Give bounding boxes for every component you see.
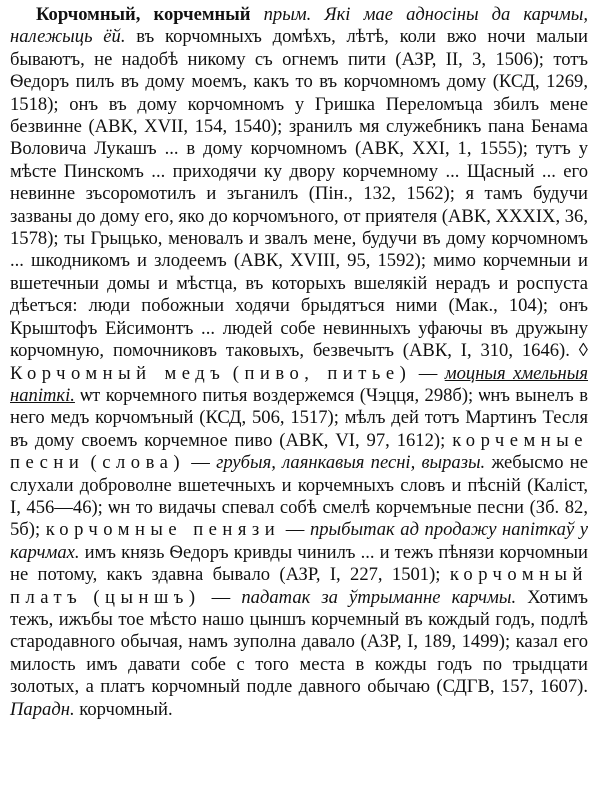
subentry-term-1: Корчомный медъ <box>10 362 226 384</box>
subentry-gloss-3: прыбытак ад продажу напіткаў у карчмах. <box>10 519 589 563</box>
paradigm-label: Парадн. <box>10 698 75 720</box>
citations-5: Хотимъ тежъ, ижъбы тое мѣсто нашо цыншъ корчемный въ кождый годъ, подлѣ стародавного обычая, намъ зуполна давало (АЗР, I, 189, 1499); казал его милость имъ давати собе с того места в кожды годъ по трыдцати золотых, а платъ корчомный подле давного обычаю (СДГВ, 157, 1607). <box>10 586 589 698</box>
definition: Які мае адносіны да карчмы, належыць ёй. <box>10 4 588 48</box>
dictionary-entry: Корчомный, корчемный прым. Які мае адносіны да карчмы, належыць ёй. въ корчомныхъ домѣхъ, лѣтѣ, коли вжо ночи малыи бываютъ, не надобѣ никому съ огнемъ пити (АЗР, II, 3, 1506); тотъ Ѳедоръ пилъ въ дому моемъ, какъ то въ корчомномъ дому (КСД, 1269, 1518); онъ въ дому корчомномъ у Гришка Переломъца збилъ мене безвинне (АВК, XVII, 154, 1540); зранилъ мя служебникъ пана Бенама Воловича Лукашъ ... в дому корчомномъ (АВК, XXI, 1, 1555); тутъ у мѣсте Пинскомъ ... приходячи ку двору корчемному ... Щасный ... его невинне зъсоромотилъ и зъганилъ (Пін., 132, 1562); я тамъ будучи зазваны до дому его, яко до корчомъного, от приятеля (АВК, XXXIX, 36, 1578); ты Грыцько, меновалъ и звалъ мене, будучи въ дому корчомномъ ... шкодникомъ и злодеемъ (АВК, XVIII, 95, 1592); мимо корчемныи и вшетечныи домы и мѣстца, въ которыхъ вшелякій нерадъ и роспуста дѣетъся: люди побожныи ходячи брыдятъся ними (Мак., 104); онъ Крыштофъ Ейсимонтъ ... людей собе невинныхъ уфаючы въ дружыну корчомную, помочниковъ таковыхъ, безвечытъ (АВК, I, 310, 1646). ◊ Корчомный медъ (пиво, питье) — мoцныя хмельныя напіткі. ѡт корчемного питья воздержемся (Чэцця, 298б); ѡнъ вынелъ в него медъ корчомъный (КСД, 506, 1517); мѣлъ дей тотъ Мартинъ Тесля въ дому своемъ корчемное пиво (АВК, VI, 97, 1612); корчемные песни (слова) — грубыя, лаянкавыя песні, выразы. жебысмо не слухали доброволне вшетечныхъ и корчемныхъ словъ и пѣсній (Каліст, I, 456—46); ѡн то видачы спевал собѣ смелѣ корчемъные песни (Зб. 82, 5б); корчомные пенязи — прыбытак ад продажу напіткаў у карчмах. имъ князь Ѳедоръ кривды чинилъ ... и тежъ пѣнязи корчомныи не потому, какъ здавна бывало (АЗР, I, 227, 1501); корчомный платъ (цыншъ) — падатак за ўтрыманне карчмы. Хотимъ тежъ, ижъбы тое мѣсто нашо цыншъ корчемный въ кождый годъ, подлѣ стародавного обычая, намъ зуполна давало (АЗР, I, 189, 1499); казал его милость имъ давати собе с того места в кожды годъ по трыдцати золотых, а платъ корчомный подле давного обычаю (СДГВ, 157, 1607). Парадн. корчомный. <box>10 4 589 720</box>
citations-3: жебысмо не слухали доброволне вшетечныхъ и корчемныхъ словъ и пѣсній (Каліст, I, 456—46); ѡн то видачы спевал собѣ смелѣ корчемъные песни (Зб. 82, 5б); <box>10 452 588 541</box>
subentry-gloss-1: мoцныя хмельныя напіткі. <box>10 362 589 406</box>
grammar-label: прым. <box>263 4 312 25</box>
paradigm-value: корчомный. <box>79 698 173 720</box>
subentry-gloss-2: грубыя, лаянкавыя песні, выразы. <box>216 452 486 474</box>
subentry-paren-2: (слова) <box>90 452 186 474</box>
subentry-mark: ◊ <box>578 340 588 362</box>
subentry-paren-1: (пиво, питье) <box>232 362 412 384</box>
citations-1: въ корчомныхъ домѣхъ, лѣтѣ, коли вжо ночи малыи бываютъ, не надобѣ никому съ огнемъ пити (АЗР, II, 3, 1506); тотъ Ѳедоръ пилъ въ дому моемъ, какъ то въ корчомномъ дому (КСД, 1269, 1518); онъ въ дому корчомномъ у Гришка Переломъца збилъ мене безвинне (АВК, XVII, 154, 1540); зранилъ мя служебникъ пана Бенама Воловича Лукашъ ... в дому корчомномъ (АВК, XXI, 1, 1555); тутъ у мѣсте Пинскомъ ... приходячи ку двору корчемному ... Щасный ... его невинне зъсоромотилъ и зъганилъ (Пін., 132, 1562); я тамъ будучи зазваны до дому его, яко до корчомъного, от приятеля (АВК, XXXIX, 36, 1578); ты Грыцько, меновалъ и звалъ мене, будучи въ дому корчомномъ ... шкодникомъ и злодеемъ (АВК, XVIII, 95, 1592); мимо корчемныи и вшетечныи домы и мѣстца, въ которыхъ вшелякій нерадъ и роспуста дѣетъся: люди побожныи ходячи брыдятъся ними (Мак., 104); онъ Крыштофъ Ейсимонтъ ... людей собе невинныхъ уфаючы въ дружыну корчомную, помочниковъ таковыхъ, безвечытъ (АВК, I, 310, 1646). <box>10 26 589 362</box>
citations-2: ѡт корчемного питья воздержемся (Чэцця, 298б); ѡнъ вынелъ в него медъ корчомъный (КСД, 506, 1517); мѣлъ дей тотъ Мартинъ Тесля въ дому своемъ корчемное пиво (АВК, VI, 97, 1612); <box>10 384 588 451</box>
subentry-term-3: корчомные пенязи <box>45 519 281 541</box>
citations-4: имъ князь Ѳедоръ кривды чинилъ ... и тежъ пѣнязи корчомныи не потому, какъ здавна бывало (АЗР, I, 227, 1501); <box>10 541 588 586</box>
subentry-term-4: корчомный платъ <box>10 564 588 608</box>
subentry-gloss-4: падатак за ўтрыманне карчмы. <box>241 586 517 608</box>
subentry-paren-4: (цыншъ) <box>93 586 201 608</box>
subentry-term-2: корчемные песни <box>10 429 588 474</box>
headword: Корчомный, корчемный <box>36 4 251 25</box>
